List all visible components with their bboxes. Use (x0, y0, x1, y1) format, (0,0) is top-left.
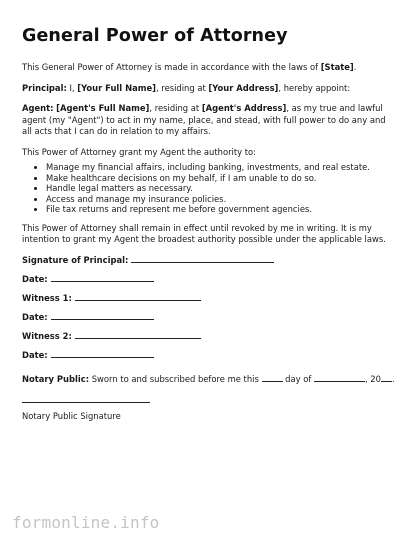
principal-label: Principal: (22, 82, 67, 93)
document-page (22, 26, 398, 421)
witness1-field[interactable] (75, 292, 201, 301)
notary-signature-field[interactable] (22, 401, 150, 403)
principal-end: , hereby appoint: (278, 82, 351, 93)
intro-paragraph (22, 62, 398, 74)
notary-text-a: Sworn to and subscribed before me this (89, 373, 262, 384)
notary-month-field[interactable] (314, 373, 365, 382)
intro-end: . (353, 62, 357, 72)
effect-clause: This Power of Attorney shall remain in effect until revoked by me in writing. It is my intention to grant my Agent the broadest authority possible under the applicable laws. (22, 222, 386, 245)
witness2-field[interactable] (75, 330, 201, 339)
date-label: Date: (22, 311, 48, 322)
notary-text-d: . (391, 373, 395, 384)
agent-label: Agent: (22, 103, 54, 113)
date-line-2 (22, 311, 398, 323)
authority-intro: This Power of Attorney grant my Agent the authority to: (22, 146, 256, 157)
principal-name-placeholder: [Your Full Name] (77, 82, 156, 93)
principal-paragraph (22, 83, 398, 95)
date-field-2[interactable] (51, 311, 154, 320)
date-line-1 (22, 273, 398, 285)
list-item: • File tax returns and represent me before government agencies. (46, 204, 398, 215)
watermark-text: formonline.info (12, 513, 160, 532)
principal-mid: , residing at (155, 82, 209, 93)
notary-year-field[interactable] (381, 373, 392, 382)
principal-signature-field[interactable] (131, 254, 274, 263)
date-label: Date: (22, 273, 48, 284)
notary-signature-block (22, 401, 398, 421)
notary-text-c: , 20 (364, 373, 381, 384)
agent-paragraph (22, 103, 398, 138)
agent-name-placeholder: [Agent's Full Name] (56, 103, 150, 113)
principal-pre: I, (66, 82, 78, 93)
principal-signature-line (22, 254, 398, 266)
powers-list (22, 162, 398, 215)
agent-mid: , residing at (149, 103, 202, 113)
witness2-label: Witness 2: (22, 330, 72, 341)
date-field-3[interactable] (51, 349, 154, 358)
agent-address-placeholder: [Agent's Address] (201, 103, 287, 113)
principal-signature-label: Signature of Principal: (22, 254, 129, 265)
notary-signature-label: Notary Public Signature (22, 410, 121, 421)
date-label: Date: (22, 349, 48, 360)
date-field-1[interactable] (51, 273, 154, 282)
witness1-line (22, 292, 398, 304)
list-item: • Make healthcare decisions on my behalf, if I am unable to do so. (46, 173, 398, 184)
notary-label: Notary Public: (22, 373, 90, 384)
notary-text-b: day of (282, 373, 314, 384)
agent-end: , as my true and lawful agent (my "Agent") to act in my name, place, and stead, with full power to do any and all acts that I can do in relation to my affairs. (22, 103, 386, 136)
list-item: • Access and manage my insurance policies. (46, 194, 398, 205)
intro-text: This General Power of Attorney is made in accordance with the laws of (22, 62, 321, 72)
notary-paragraph (22, 373, 398, 385)
witness2-line (22, 330, 398, 342)
principal-address-placeholder: [Your Address] (208, 82, 279, 93)
list-item: • Manage my financial affairs, including banking, investments, and real estate. (46, 162, 398, 173)
notary-day-field[interactable] (262, 373, 283, 382)
witness1-label: Witness 1: (22, 292, 72, 303)
list-item: • Handle legal matters as necessary. (46, 183, 398, 194)
state-placeholder: [State] (320, 62, 354, 72)
document-title: General Power of Attorney (22, 26, 288, 46)
date-line-3 (22, 349, 398, 361)
